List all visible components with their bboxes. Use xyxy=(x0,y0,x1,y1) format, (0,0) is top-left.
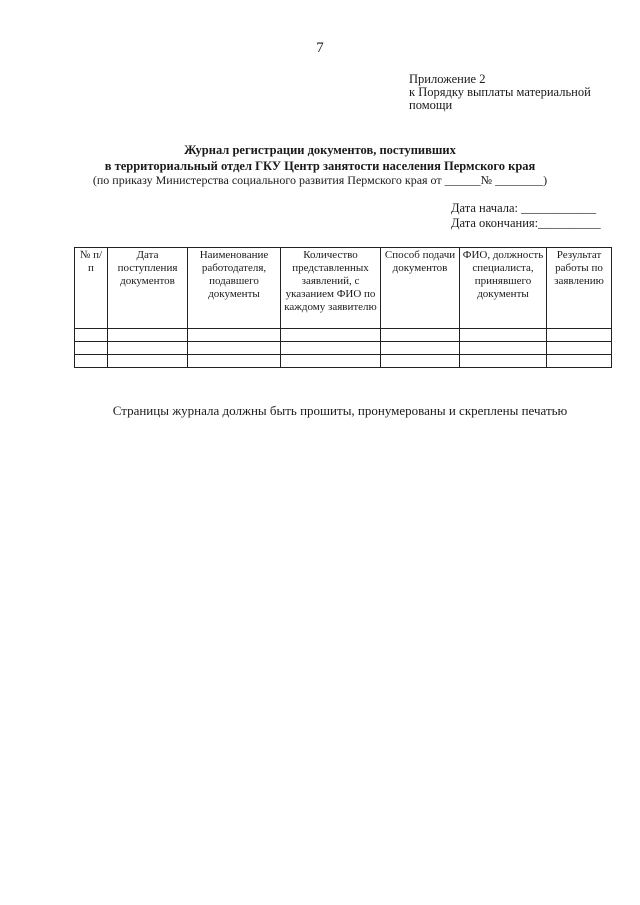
start-date-field: Дата начала: ____________ xyxy=(451,201,597,215)
table-cell xyxy=(75,355,108,368)
table-cell xyxy=(547,329,612,342)
table-row xyxy=(75,342,612,355)
table-row xyxy=(75,355,612,368)
header-cell-specialist: ФИО, должность специалиста, принявшего документы xyxy=(460,248,547,329)
table-cell xyxy=(188,355,281,368)
header-cell-applications-count: Количество представленных заявлений, с указанием ФИО по каждому заявителю xyxy=(281,248,381,329)
table-cell xyxy=(281,342,381,355)
table-cell xyxy=(460,355,547,368)
table-header-row xyxy=(75,248,612,329)
table-cell xyxy=(381,355,460,368)
registration-journal-table xyxy=(74,247,612,368)
page-number: 7 xyxy=(316,40,324,56)
table-cell xyxy=(547,342,612,355)
table-cell xyxy=(281,329,381,342)
table-cell xyxy=(547,355,612,368)
dates-block xyxy=(451,201,601,231)
appendix-line-3: помощи xyxy=(409,98,453,112)
header-cell-submission-method: Способ подачи документов xyxy=(381,248,460,329)
order-reference: (по приказу Министерства социального развития Пермского края от ______№ ________) xyxy=(92,173,548,187)
table-cell xyxy=(108,342,188,355)
table-row xyxy=(75,329,612,342)
table-cell xyxy=(75,329,108,342)
appendix-line-2: к Порядку выплаты материальной xyxy=(409,85,591,99)
document-title xyxy=(0,142,640,174)
table-cell xyxy=(108,355,188,368)
table-cell xyxy=(381,342,460,355)
end-date-field: Дата окончания:__________ xyxy=(451,216,601,230)
header-cell-number: № п/п xyxy=(75,248,108,329)
title-line-1: Журнал регистрации документов, поступивших xyxy=(184,143,456,157)
table-cell xyxy=(75,342,108,355)
table-cell xyxy=(108,329,188,342)
table-cell xyxy=(188,342,281,355)
footer-note: Страницы журнала должны быть прошиты, пронумерованы и скреплены печатью xyxy=(112,403,568,418)
header-cell-employer: Наименование работодателя, подавшего документы xyxy=(188,248,281,329)
header-cell-receipt-date: Дата поступления документов xyxy=(108,248,188,329)
table-cell xyxy=(460,329,547,342)
table-cell xyxy=(460,342,547,355)
appendix-block xyxy=(409,73,591,112)
table-cell xyxy=(281,355,381,368)
table-cell xyxy=(381,329,460,342)
title-line-2: в территориальный отдел ГКУ Центр занятости населения Пермского края xyxy=(104,159,536,173)
table-cell xyxy=(188,329,281,342)
header-cell-result: Результат работы по заявлению xyxy=(547,248,612,329)
appendix-line-1: Приложение 2 xyxy=(409,72,486,86)
